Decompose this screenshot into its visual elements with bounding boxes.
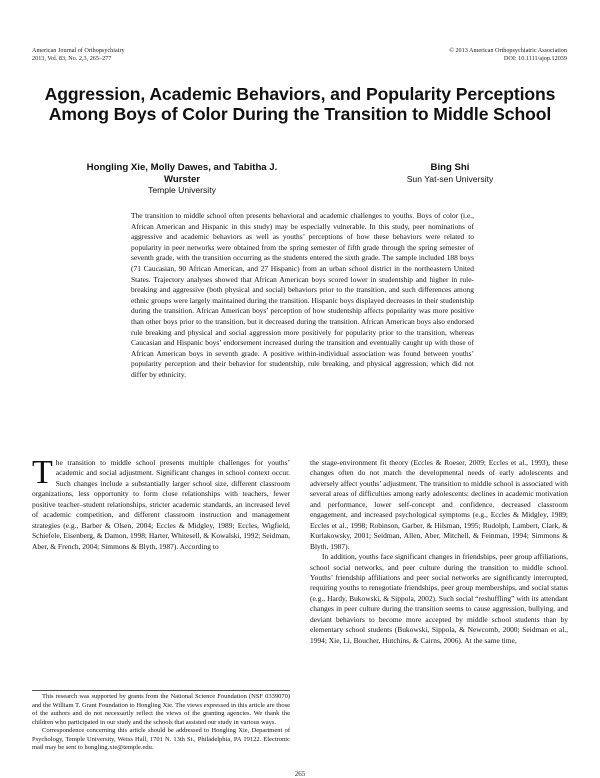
footnote-divider xyxy=(32,690,290,691)
journal-header xyxy=(32,47,125,62)
abstract: The transition to middle school often presents behavioral and academic challenges to youths. Boys of color (i.e., African American and Hispanic in this study) may be especially vulnerable. In this study, peer nominations of aggressive and academic behaviors as well as youths’ perceptions of how these behaviors were related to popularity in peer networks were obtained from the spring semester of fifth grade through the spring semester of seventh grade, with the transition occurring as the students entered the sixth grade. The sample included 188 boys (71 Caucasian, 90 African American, and 27 Hispanic) from an urban school district in the northeastern United States. Trajectory analyses showed that African American boys scored lower in studentship and higher in rule-breaking and aggressive (both physical and social) behaviors prior to the transition, and such differences among ethnic groups were largely maintained during the transition. Hispanic boys displayed decreases in their studentship during the transition. African American boys’ perception of how studentship affects popularity was more positive than other boys prior to the transition, but it decreased during the transition. African American boys also endorsed rule breaking and physical and social aggression more positively for popularity prior to the transition, whereas Caucasian and Hispanic boys’ endorsement increased during the transition and eventually caught up with those of African American boys in seventh grade. A positive within-individual association was found between youths’ popularity perception and their behavior for studentship, rule breaking, and physical aggression, which did not differ by ethnicity. xyxy=(131,211,474,379)
author-block-1 xyxy=(72,162,292,196)
journal-volume: 2013, Vol. 83, No. 2,3, 265–277 xyxy=(32,54,112,62)
intro-paragraph xyxy=(32,454,290,552)
author-names: Hongling Xie, Molly Dawes, and Tabitha J. Wurster xyxy=(86,162,278,185)
footnote-funding: This research was supported by grants from the National Science Foundation (NSF 0339070) and the William T. Grant Foundation to Hongling Xie. The views expressed in this article are those of the authors and do not necessarily reflect the views of the granting agencies. We thank the children who participated in our study and the schools that assisted our study in various ways. xyxy=(32,693,290,726)
journal-name: American Journal of Orthopsychiatry xyxy=(32,47,125,54)
author-block-2 xyxy=(380,162,520,185)
copyright-header xyxy=(449,47,567,62)
copyright-line: © 2013 American Orthopsychiatric Association xyxy=(449,47,567,54)
drop-cap: T xyxy=(32,454,53,491)
body-column-left xyxy=(32,454,290,552)
body-column-right xyxy=(310,458,568,646)
author-affiliation: Temple University xyxy=(148,185,216,195)
body-paragraph: the stage-environment fit theory (Eccles & Roeser, 2009; Eccles et al., 1993), these changes often do not match the developmental needs of early adolescents and adversely affect youths’ adjustment. The transition to middle school is associated with several areas of difficulties among early adolescents: declines in academic motivation and performance, lower self-concept and confidence, decreased classroom engagement, and increased psychological symptoms (e.g., Eccles & Midgley, 1989; Eccles et al., 1998; Robinson, Garber, & Hilsman, 1995; Rudolph, Lambert, Clark, & Kurlakowsky, 2001; Seidman, Allen, Aber, Mitchell, & Feinman, 1994; Simmons & Blyth, 1987). xyxy=(310,458,568,551)
footnote-correspondence: Correspondence concerning this article should be addressed to Hongling Xie, Department of Psychology, Temple University, Weiss Hall, 1701 N. 13th St., Philadelphia, PA 19122. Electronic mail may be sent to hongling.xie@temple.edu. xyxy=(32,727,290,752)
article-title: Aggression, Academic Behaviors, and Popularity Perceptions Among Boys of Color During the Transition to Middle School xyxy=(44,84,556,124)
intro-text: he transition to middle school presents multiple challenges for youths’ academic and social adjustment. Significant changes in school context occur. Such changes include a substantially larger school size, different classroom organizations, less opportunity to form close relationships with teachers, fewer positive teacher–student relationships, stricter academic standards, an increased level of academic competition, and different classroom instruction and management strategies (e.g., Barber & Olsen, 2004; Eccles & Midgley, 1989; Eccles, Wigfield, Schiefele, Eisenberg, & Damon, 1998; Harter, Whitesell, & Kowalski, 1992; Seidman, Aber, & French, 2004; Simmons & Blyth, 1987). According to xyxy=(32,458,290,551)
author-affiliation: Sun Yat-sen University xyxy=(406,173,494,184)
doi-line[interactable]: DOI: 10.1111/ajop.12039 xyxy=(503,54,567,62)
author-names: Bing Shi xyxy=(430,162,470,173)
page-number: 265 xyxy=(294,770,306,778)
footnotes xyxy=(32,693,290,753)
body-paragraph: In addition, youths face significant changes in friendships, peer group affiliations, school social networks, and peer culture during the transition to middle school. Youths’ friendship affiliations and peer social networks are significantly interrupted, requiring youths to renegotiate friendships, peer group memberships, and social status (e.g., Hardy, Bukowski, & Sippola, 2002). Such social “reshuffling” with its attendant changes in peer culture during the transition seems to cause aggression, bullying, and deviant behaviors to become more accepted by middle school students than by elementary school students (Bukowski, Sippola, & Newcomb, 2000; Seidman et al., 1994; Xie, Li, Boucher, Hutchins, & Cairns, 2006). At the same time, xyxy=(310,552,568,645)
